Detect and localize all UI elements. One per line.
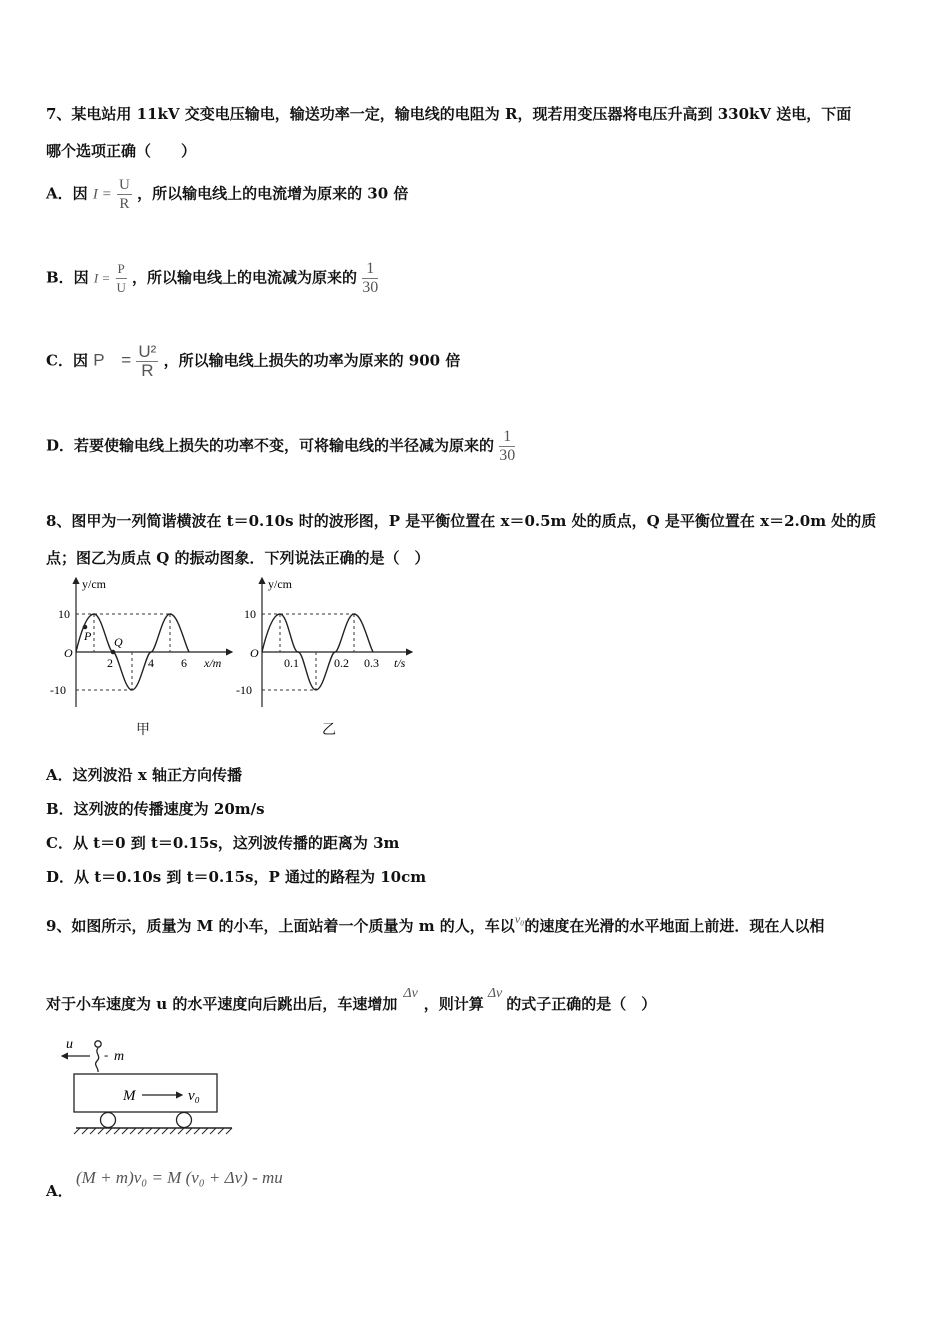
formula-lhs: I = xyxy=(92,186,112,203)
origin-label: O xyxy=(250,646,259,660)
denominator: 30 xyxy=(499,447,516,464)
vibration-graph-yi xyxy=(228,572,428,712)
u-label: u xyxy=(66,1037,73,1052)
q9-option-a-formula: (M + m)v₀ = M (v₀ + Δv) - mu xyxy=(76,1168,283,1187)
q7-option-d xyxy=(46,428,515,465)
tick-t-0.2: 0.2 xyxy=(334,656,349,670)
tick-t-0.1: 0.1 xyxy=(284,656,299,670)
stem-text: ，则计算 xyxy=(423,995,484,1013)
option-b-suffix: ，所以输电线上的电流减为原来的 xyxy=(131,268,357,287)
tick-y-neg10: -10 xyxy=(50,683,66,697)
point-p-label: P xyxy=(84,629,92,643)
q9-stem-line1 xyxy=(46,912,824,936)
tick-y-10: 10 xyxy=(244,607,256,621)
v0-symbol: v₀ xyxy=(514,912,525,926)
q7-option-c xyxy=(46,343,460,380)
cart-figure xyxy=(54,1034,244,1140)
formula-fraction xyxy=(116,260,127,297)
option-d-text: D．若要使输电线上损失的功率不变，可将输电线的半径减为原来的 xyxy=(46,436,495,455)
m-label: m xyxy=(114,1049,125,1064)
denominator: U xyxy=(116,280,126,295)
numerator: 1 xyxy=(362,260,378,279)
numerator: U² xyxy=(138,342,157,361)
numerator: P xyxy=(116,260,127,279)
denominator: R xyxy=(119,196,130,212)
q7-stem-line2: 哪个选项正确（ ） xyxy=(46,142,197,160)
wave-graph-jia xyxy=(40,572,240,712)
q7-option-b xyxy=(46,260,378,297)
tick-x-4: 4 xyxy=(148,656,154,670)
q8-stem-line1: 8、图甲为一列简谐横波在 t＝0.10s 时的波形图，P 是平衡位置在 x＝0.5m 处的质点，Q 是平衡位置在 x＝2.0m 处的质 xyxy=(46,512,877,530)
tick-x-2: 2 xyxy=(107,656,113,670)
dash-mark: - xyxy=(104,1047,109,1062)
point-q-label: Q xyxy=(114,635,123,649)
denominator: R xyxy=(141,361,154,380)
ground-hatching xyxy=(74,1128,232,1134)
y-axis-label: y/cm xyxy=(82,577,106,591)
tick-t-0.3: 0.3 xyxy=(364,656,379,670)
option-a-suffix: ，所以输电线上的电流增为原来的 30 倍 xyxy=(137,184,409,203)
q8-option-b: B．这列波的传播速度为 20m/s xyxy=(46,800,265,818)
formula-fraction xyxy=(136,343,158,380)
option-c-suffix: ，所以输电线上损失的功率为原来的 900 倍 xyxy=(163,351,461,370)
q9-stem-line2 xyxy=(46,986,656,1014)
M-label: M xyxy=(123,1088,136,1104)
q8-option-d: D．从 t＝0.10s 到 t＝0.15s，P 通过的路程为 10cm xyxy=(46,868,427,886)
person-head xyxy=(95,1041,101,1047)
stem-text: 对于小车速度为 u 的水平速度向后跳出后，车速增加 xyxy=(46,995,398,1013)
tick-x-6: 6 xyxy=(181,656,187,670)
formula-lhs: P = xyxy=(93,350,132,370)
tick-y-neg10: -10 xyxy=(236,683,252,697)
figure-caption-jia: 甲 xyxy=(136,722,150,738)
t-axis-label: t/s xyxy=(394,656,406,670)
numerator: 1 xyxy=(499,428,515,447)
stem-text: 的速度在光滑的水平地面上前进．现在人以相 xyxy=(524,917,825,935)
q9-option-a-prefix: A． xyxy=(46,1182,73,1200)
delta-v-symbol: Δv xyxy=(403,986,418,1001)
delta-v-symbol: Δv xyxy=(487,986,503,1001)
option-a-prefix: A．因 xyxy=(46,184,88,203)
origin-label: O xyxy=(64,646,73,660)
q7-stem-line1: 7、某电站用 11kV 交变电压输电，输送功率一定，输电线的电阻为 R，现若用变压器将电压升高到 330kV 送电，下面 xyxy=(46,105,852,123)
option-b-prefix: B．因 xyxy=(46,268,89,287)
formula-lhs: I = xyxy=(93,270,111,286)
formula-fraction xyxy=(117,176,132,213)
point-q xyxy=(111,650,116,655)
wheel-left xyxy=(101,1113,116,1128)
denominator: 30 xyxy=(362,279,379,296)
q8-stem-line2: 点；图乙为质点 Q 的振动图象．下列说法正确的是（ ） xyxy=(46,549,430,567)
stem-text: 的式子正确的是（ ） xyxy=(506,995,657,1013)
fraction-one-thirtieth xyxy=(362,260,378,297)
q8-option-c: C．从 t＝0 到 t＝0.15s，这列波传播的距离为 3m xyxy=(46,834,400,852)
fraction-one-thirtieth xyxy=(499,428,515,465)
v0-label: v₀ xyxy=(188,1088,200,1104)
wheel-right xyxy=(177,1113,192,1128)
q7-option-a xyxy=(46,176,408,213)
numerator: U xyxy=(118,177,130,193)
tick-y-10: 10 xyxy=(58,607,70,621)
stem-text: 9、如图所示，质量为 M 的小车，上面站着一个质量为 m 的人，车以 xyxy=(46,917,515,935)
x-axis-label: x/m xyxy=(204,656,222,670)
figure-caption-yi: 乙 xyxy=(322,722,336,738)
y-axis-label: y/cm xyxy=(268,577,292,591)
q8-option-a: A．这列波沿 x 轴正方向传播 xyxy=(46,766,243,784)
person-body xyxy=(96,1048,99,1072)
option-c-prefix: C．因 xyxy=(46,351,88,370)
